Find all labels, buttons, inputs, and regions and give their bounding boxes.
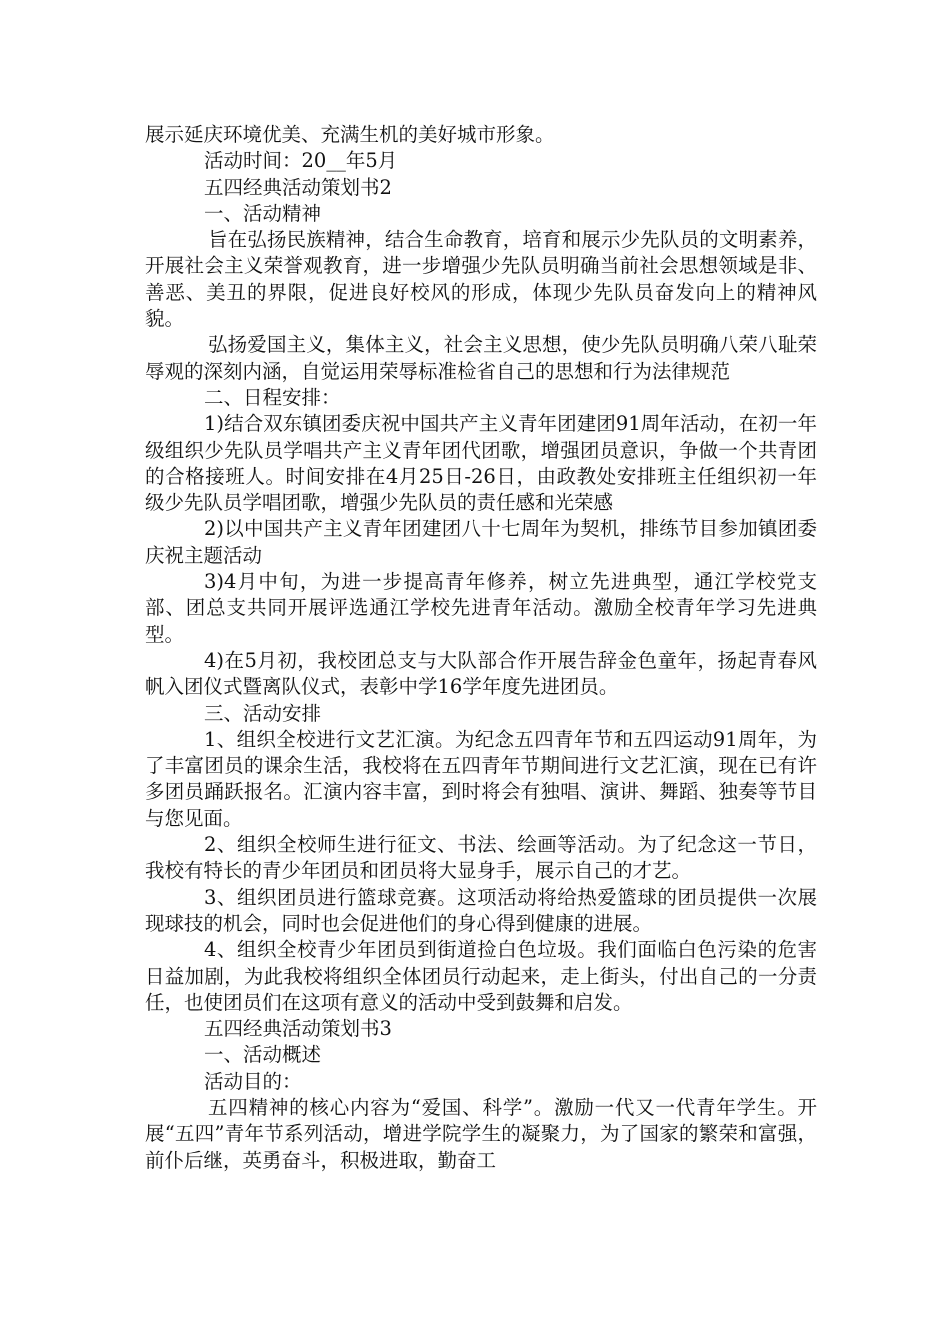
heading-activity-spirit: 一、活动精神 — [204, 201, 322, 225]
heading-arrangements: 三、活动安排 — [204, 701, 322, 725]
heading-schedule: 二、日程安排： — [204, 385, 341, 409]
paragraph-purpose: 五四精神的核心内容为“爱国、科学”。激励一代又一代青年学生。开展“五四”青年节系列活动，增进学院学生的凝聚力，为了国家的繁荣和富强，前仆后继，英勇奋斗，积极进取，勤奋工 — [145, 1095, 817, 1172]
section-title-plan-3: 五四经典活动策划书3 — [204, 1017, 392, 1041]
paragraph-arrangement-4: 4、组织全校青少年团员到街道捡白色垃圾。我们面临白色污染的危害日益加剧，为此我校将组织全体团员行动起来，走上街头，付出自己的一分责任，也使团员们在这项有意义的活动中受到鼓舞和启发。 — [145, 938, 817, 1014]
paragraph-activity-time: 活动时间：20__年5月 — [204, 149, 398, 173]
paragraph-spirit-1: 旨在弘扬民族精神，结合生命教育，培育和展示少先队员的文明素养，开展社会主义荣誉观教育，进一步增强少先队员明确当前社会思想领域是非、善恶、美丑的界限，促进良好校风的形成，体现少先队员奋发向上的精神风貌。 — [145, 228, 817, 331]
paragraph-schedule-3: 3)4月中旬，为进一步提高青年修养，树立先进典型，通江学校党支部、团总支共同开展评选通江学校先进青年活动。激励全校青年学习先进典型。 — [145, 570, 817, 646]
paragraph-schedule-1: 1)结合双东镇团委庆祝中国共产主义青年团建团91周年活动，在初一年级组织少先队员学唱共产主义青年团代团歌，增强团员意识，争做一个共青团的合格接班人。时间安排在4月25日-26日，由政教处安排班主任组织初一年级少先队员学唱团歌，增强少先队员的责任感和光荣感 — [145, 412, 817, 515]
paragraph-arrangement-2: 2、组织全校师生进行征文、书法、绘画等活动。为了纪念这一节日，我校有特长的青少年团员和团员将大显身手，展示自己的才艺。 — [145, 833, 817, 883]
section-title-plan-2: 五四经典活动策划书2 — [204, 175, 392, 199]
heading-activity-purpose: 活动目的： — [204, 1069, 302, 1093]
document-body — [145, 122, 817, 1174]
paragraph-schedule-4: 4)在5月初，我校团总支与大队部合作开展告辞金色童年，扬起青春风帆入团仪式暨离队仪式，表彰中学16学年度先进团员。 — [145, 648, 817, 699]
paragraph-spirit-2: 弘扬爱国主义，集体主义，社会主义思想，使少先队员明确八荣八耻荣辱观的深刻内涵，自觉运用荣辱标准检省自己的思想和行为法律规范 — [145, 333, 817, 383]
heading-activity-overview: 一、活动概述 — [204, 1043, 322, 1067]
paragraph-arrangement-1: 1、组织全校进行文艺汇演。为纪念五四青年节和五四运动91周年，为了丰富团员的课余生活，我校将在五四青年节期间进行文艺汇演，现在已有许多团员踊跃报名。汇演内容丰富，到时将会有独唱、演讲、舞蹈、独奏等节目与您见面。 — [145, 727, 817, 830]
paragraph-arrangement-3: 3、组织团员进行篮球竞赛。这项活动将给热爱篮球的团员提供一次展现球技的机会，同时也会促进他们的身心得到健康的进展。 — [145, 885, 817, 935]
paragraph-schedule-2: 2)以中国共产主义青年团建团八十七周年为契机，排练节目参加镇团委庆祝主题活动 — [145, 517, 817, 567]
paragraph-intro-tail: 展示延庆环境优美、充满生机的美好城市形象。 — [145, 123, 555, 146]
